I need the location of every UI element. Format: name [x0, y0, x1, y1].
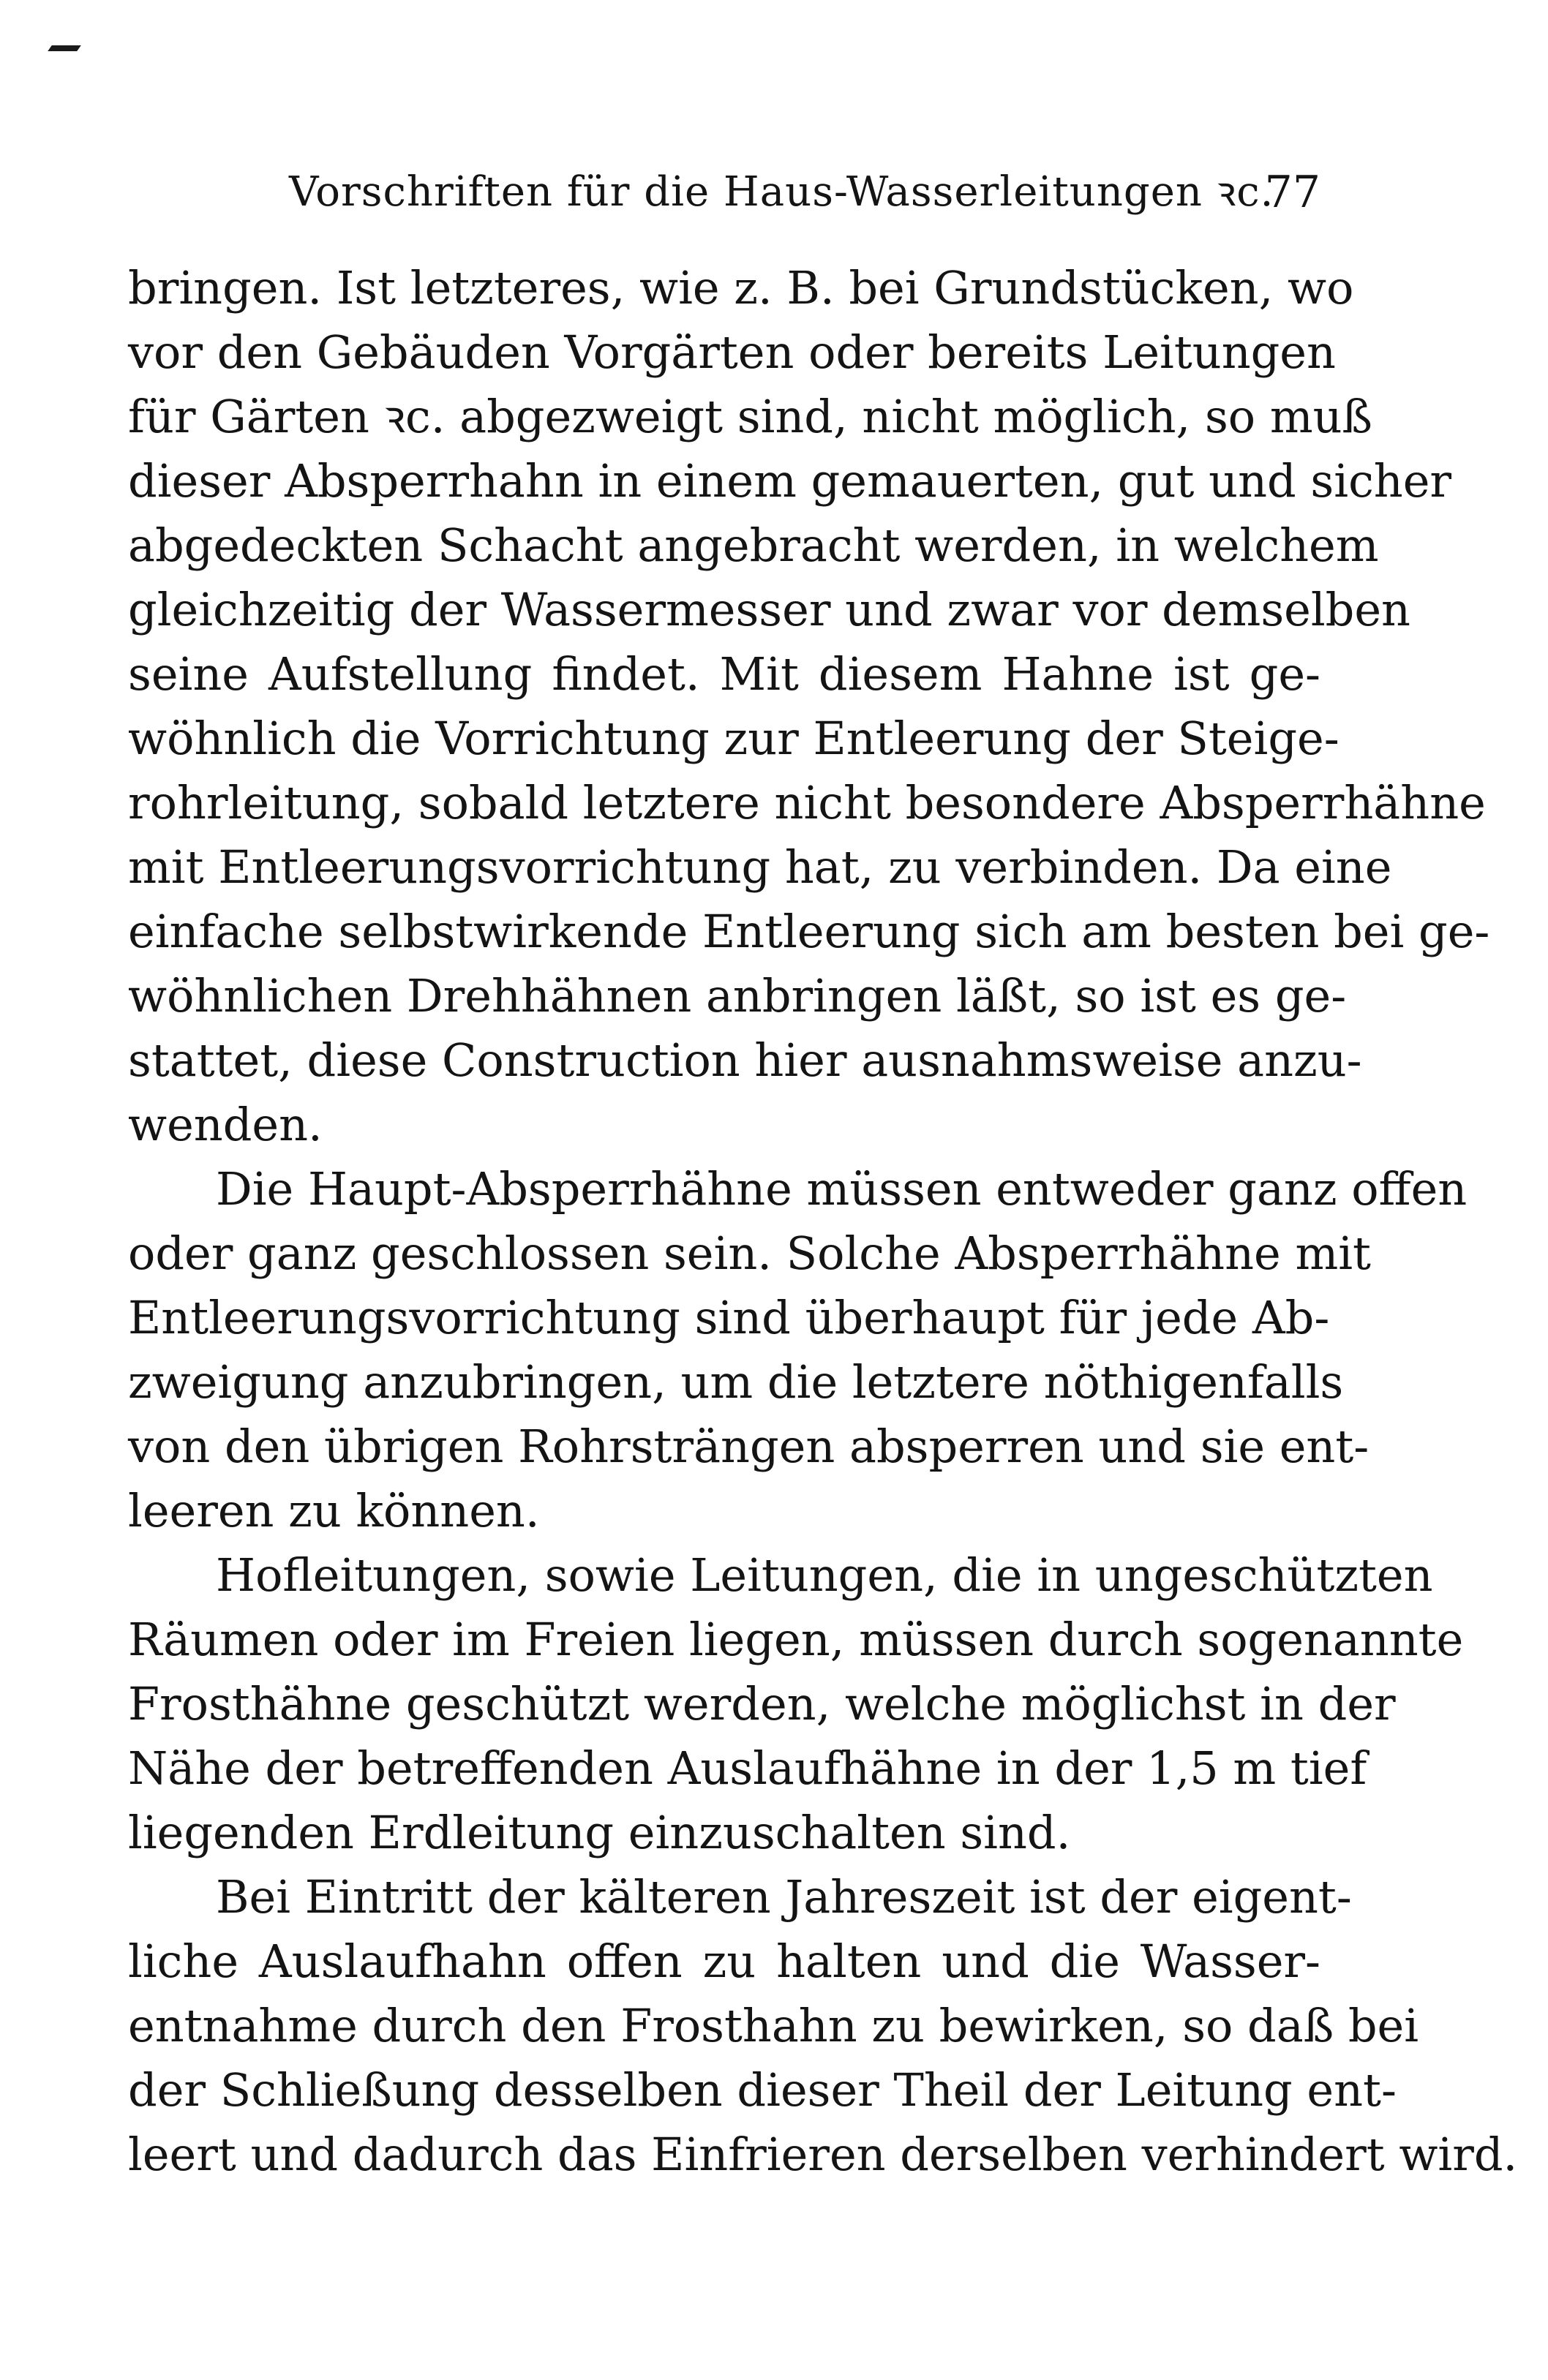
text-line: entnahme durch den Frosthahn zu bewirken, so daß bei — [128, 1999, 1419, 2052]
text-line: wöhnlichen Drehhähnen anbringen läßt, so ist es ge- — [128, 969, 1347, 1023]
corner-mark — [48, 45, 81, 51]
text-line: liche Auslaufhahn offen zu halten und die Wasser- — [128, 1935, 1320, 1988]
text-line: stattet, diese Construction hier ausnahmsweise anzu- — [128, 1033, 1362, 1087]
text-line: von den übrigen Rohrsträngen absperren und sie ent- — [128, 1420, 1369, 1473]
text-line: Hofleitungen, sowie Leitungen, die in ungeschützten — [216, 1548, 1433, 1602]
text-line: dieser Absperrhahn in einem gemauerten, gut und sicher — [128, 454, 1452, 508]
text-line: Entleerungsvorrichtung sind überhaupt für jede Ab- — [128, 1291, 1330, 1344]
text-line: oder ganz geschlossen sein. Solche Absperrhähne mit — [128, 1227, 1371, 1280]
text-line: liegenden Erdleitung einzuschalten sind. — [128, 1806, 1071, 1859]
text-line: vor den Gebäuden Vorgärten oder bereits Leitungen — [128, 325, 1336, 379]
text-line: bringen. Ist letzteres, wie z. B. bei Grundstücken, wo — [128, 261, 1354, 315]
text-line: abgedeckten Schacht angebracht werden, in welchem — [128, 519, 1379, 572]
text-line: wöhnlich die Vorrichtung zur Entleerung der Steige- — [128, 712, 1340, 765]
page-header — [128, 152, 1320, 233]
text-line: mit Entleerungsvorrichtung hat, zu verbinden. Da eine — [128, 840, 1392, 894]
text-line: Frosthähne geschützt werden, welche möglichst in der — [128, 1677, 1396, 1731]
text-line: leert und dadurch das Einfrieren derselben verhindert wird. — [128, 2128, 1518, 2181]
text-line: seine Aufstellung findet. Mit diesem Hahne ist ge- — [128, 647, 1320, 701]
text-line: Räumen oder im Freien liegen, müssen durch sogenannte — [128, 1613, 1464, 1666]
page-number: 77 — [1264, 167, 1320, 218]
text-line: Bei Eintritt der kälteren Jahreszeit ist der eigent- — [216, 1870, 1352, 1924]
running-title: Vorschriften für die Haus-Wasserleitungen ꝛc. — [289, 168, 1274, 216]
text-line: zweigung anzubringen, um die letztere nöthigenfalls — [128, 1355, 1344, 1409]
text-line: Nähe der betreffenden Auslaufhähne in der 1,5 m tief — [128, 1741, 1367, 1795]
text-line: rohrleitung, sobald letztere nicht besondere Absperrhähne — [128, 776, 1486, 829]
text-line: der Schließung desselben dieser Theil der Leitung ent- — [128, 2063, 1397, 2117]
text-line: gleichzeitig der Wassermesser und zwar vor demselben — [128, 583, 1410, 636]
body-text — [128, 256, 1518, 2187]
text-line: für Gärten ꝛc. abgezweigt sind, nicht möglich, so muß — [128, 390, 1372, 443]
text-line: leeren zu können. — [128, 1484, 540, 1537]
text-line: wenden. — [128, 1098, 323, 1151]
text-line: Die Haupt-Absperrhähne müssen entweder ganz offen — [216, 1162, 1468, 1216]
text-line: einfache selbstwirkende Entleerung sich am besten bei ge- — [128, 905, 1490, 958]
